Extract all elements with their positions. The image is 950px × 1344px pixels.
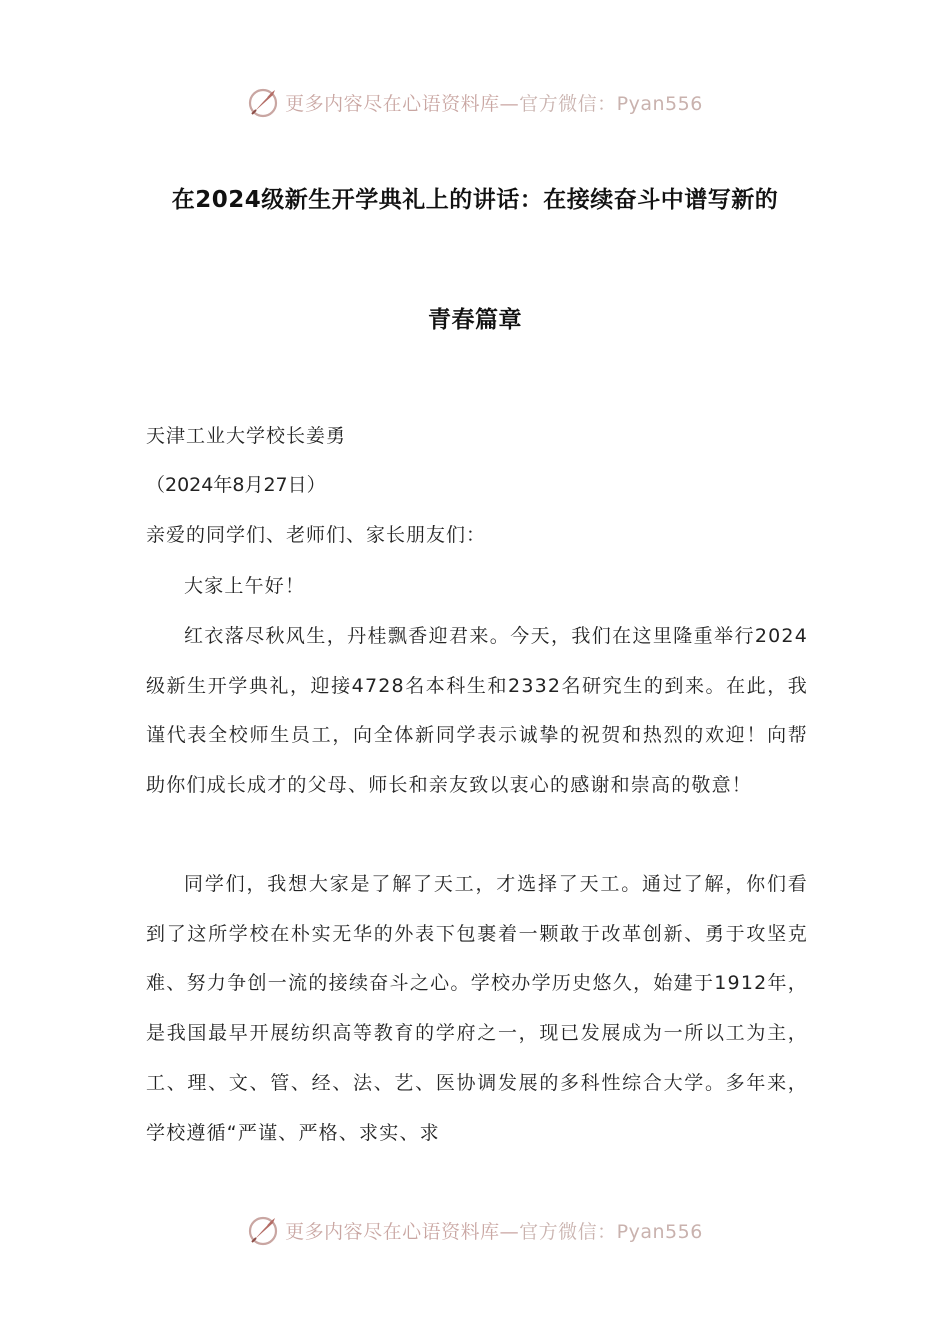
body-paragraph-1: 红衣落尽秋风生，丹桂飘香迎君来。今天，我们在这里隆重举行2024级新生开学典礼，迎接4728名本科生和2332名研究生的到来。在此，我谨代表全校师生员工，向全体新同学表示诚挚的祝贺和热烈的欢迎！向帮助你们成长成才的父母、师长和亲友致以衷心的感谢和崇高的敬意！	[146, 625, 808, 797]
speech-salutation: 亲爱的同学们、老师们、家长朋友们：	[146, 524, 487, 546]
watermark-banner-bottom	[0, 1210, 950, 1250]
body-paragraph-block-1	[146, 612, 808, 811]
greeting-block	[146, 562, 808, 612]
watermark-contact: 官方微信：Pyan556	[519, 92, 703, 115]
watermark-contact: 官方微信：Pyan556	[519, 1220, 703, 1243]
document-title-line-2: 青春篇章	[428, 307, 522, 333]
quill-pen-logo-icon	[247, 85, 281, 119]
watermark-text: 更多内容尽在心语资料库—官方微信：Pyan556	[285, 92, 703, 115]
body-paragraph-2: 同学们，我想大家是了解了天工，才选择了天工。通过了解，你们看到了这所学校在朴实无华的外表下包裹着一颗敢于改革创新、勇于攻坚克难、努力争创一流的接续奋斗之心。学校办学历史悠久，始建于1912年，是我国最早开展纺织高等教育的学府之一，现已发展成为一所以工为主，工、理、文、管、经、法、艺、医协调发展的多科性综合大学。多年来，学校遵循“严谨、严格、求实、求	[146, 873, 808, 1144]
watermark-banner-top	[0, 82, 950, 122]
watermark-text: 更多内容尽在心语资料库—官方微信：Pyan556	[285, 1220, 703, 1243]
document-title-line-1: 在2024级新生开学典礼上的讲话：在接续奋斗中谱写新的	[171, 187, 779, 213]
quill-pen-logo-icon	[247, 1213, 281, 1247]
speech-author: 天津工业大学校长姜勇	[146, 425, 347, 447]
body-paragraph-block-2	[146, 860, 808, 1158]
greeting-paragraph: 大家上午好！	[184, 575, 306, 597]
speech-date: （2024年8月27日）	[146, 474, 326, 496]
